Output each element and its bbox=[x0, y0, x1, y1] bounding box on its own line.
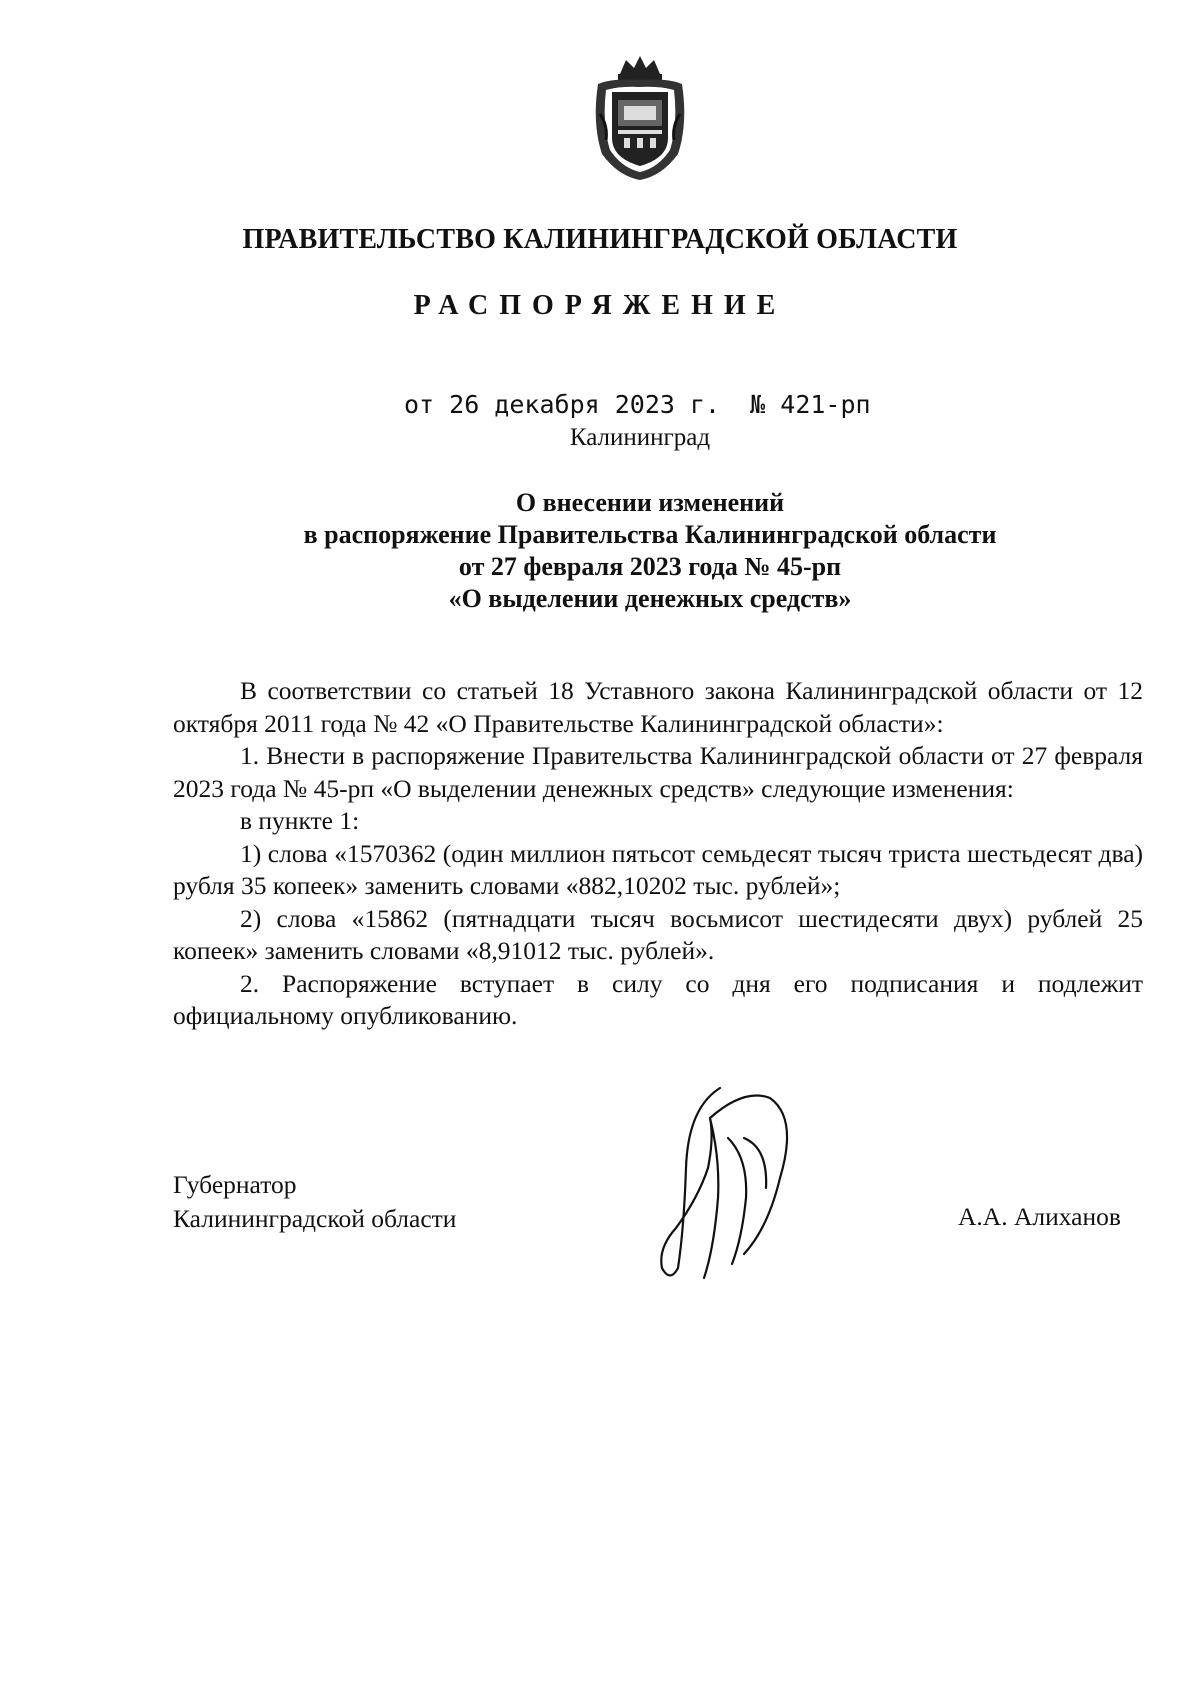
subject-line: в распоряжение Правительства Калининградской области bbox=[303, 520, 997, 549]
subject-line: О внесении изменений bbox=[515, 488, 785, 517]
position-line: Губернатор bbox=[173, 1170, 297, 1199]
document-subject bbox=[150, 487, 1150, 615]
subject-line: от 27 февраля 2023 года № 45-рп bbox=[458, 552, 842, 581]
handwritten-signature bbox=[648, 1078, 808, 1288]
preamble-paragraph: В соответствии со статьей 18 Уставного закона Калининградской области от 12 октября 2011 года № 42 «О Правительстве Калининградской области»: bbox=[173, 676, 1143, 738]
subitem-2-paragraph: 2) слова «15862 (пятнадцати тысяч восьмисот шестидесяти двух) рублей 25 копеек» заменить словами «8,91012 тыс. рублей». bbox=[173, 903, 1143, 965]
signatory-name: А.А. Алиханов bbox=[958, 1202, 1121, 1231]
coat-of-arms-emblem bbox=[588, 54, 692, 184]
document-body bbox=[173, 675, 1143, 1033]
city: Калининград bbox=[569, 424, 711, 451]
organization-title: ПРАВИТЕЛЬСТВО КАЛИНИНГРАДСКОЙ ОБЛАСТИ bbox=[242, 224, 958, 255]
document-type: РАСПОРЯЖЕНИЕ bbox=[413, 290, 787, 321]
subitem-heading: в пункте 1: bbox=[240, 806, 360, 835]
item-2-paragraph: 2. Распоряжение вступает в силу со дня его подписания и подлежит официальному опубликованию. bbox=[173, 968, 1143, 1030]
subject-line: «О выделении денежных средств» bbox=[448, 584, 852, 613]
signatory-position bbox=[173, 1168, 456, 1236]
subitem-1-paragraph: 1) слова «1570362 (один миллион пятьсот семьдесят тысяч триста шестьдесят два) рубля 35 копеек» заменить словами «882,10202 тыс. рублей»; bbox=[173, 838, 1143, 900]
item-1-paragraph: 1. Внести в распоряжение Правительства Калининградской области от 27 февраля 2023 года № 45-рп «О выделении денежных средств» следующие изменения: bbox=[173, 741, 1143, 803]
position-line: Калининградской области bbox=[173, 1204, 457, 1233]
date-and-number: от 26 декабря 2023 г. № 421-рп bbox=[404, 390, 871, 419]
